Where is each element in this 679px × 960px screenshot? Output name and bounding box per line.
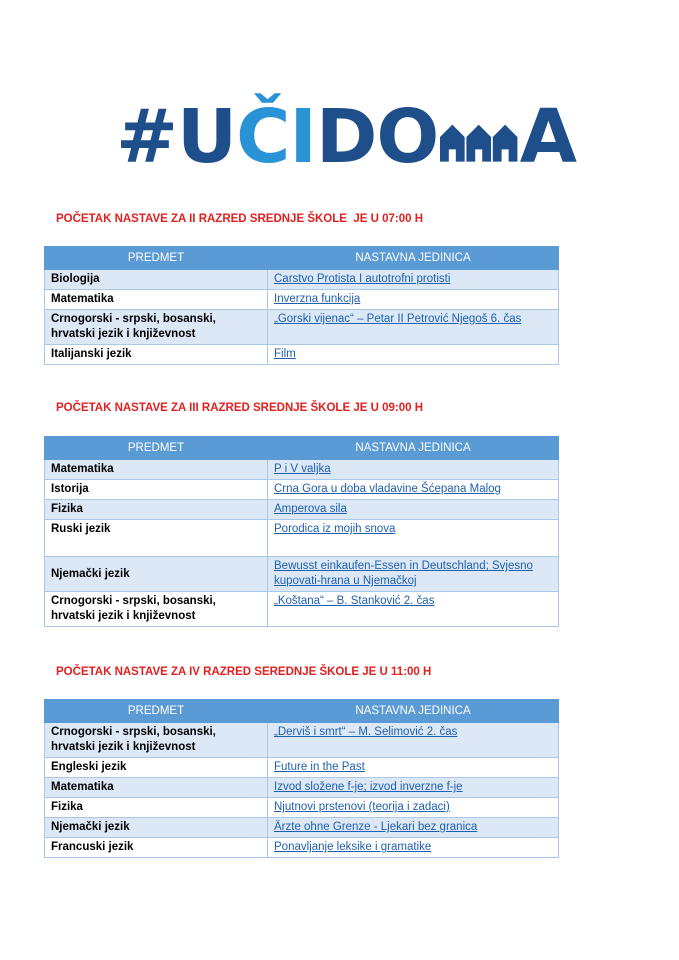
table-row <box>45 500 559 520</box>
table-row <box>45 838 559 858</box>
column-header-subject: PREDMET <box>45 247 268 270</box>
subject-cell: Matematika <box>45 778 268 798</box>
column-header-subject: PREDMET <box>45 700 268 723</box>
topic-link[interactable]: Inverzna funkcija <box>274 293 361 305</box>
subject-cell: Matematika <box>45 460 268 480</box>
table-row <box>45 310 559 345</box>
table-row <box>45 818 559 838</box>
topic-link[interactable]: „Gorski vijenac“ – Petar II Petrović Njegoš 6. čas <box>274 313 522 325</box>
table-row <box>45 290 559 310</box>
table-row <box>45 778 559 798</box>
column-header-subject: PREDMET <box>45 437 268 460</box>
column-header-topic: NASTAVNA JEDINICA <box>268 700 559 723</box>
topic-link[interactable]: Bewusst einkaufen-Essen in Deutschland; Svjesno kupovati-hrana u Njemačkoj <box>274 560 533 587</box>
topic-link[interactable]: „Koštana“ – B. Stanković 2. čas <box>274 595 435 607</box>
topic-link[interactable]: Izvod složene f-je; izvod inverzne f-je <box>274 781 463 793</box>
section-heading-iv: POČETAK NASTAVE ZA IV RAZRED SEREDNJE ŠKOLE JE U 11:00 H <box>56 666 432 678</box>
table-row <box>45 723 559 758</box>
subject-cell: Fizika <box>45 500 268 520</box>
subject-cell: Njemački jezik <box>45 557 268 592</box>
table-row <box>45 592 559 627</box>
table-row <box>45 557 559 592</box>
subject-cell: Fizika <box>45 798 268 818</box>
column-header-topic: NASTAVNA JEDINICA <box>268 247 559 270</box>
logo-u: U <box>177 94 237 180</box>
schedule-table-iii <box>44 436 559 627</box>
topic-link[interactable]: Ponavljanje leksike i gramatike <box>274 841 432 853</box>
house-row-icon <box>440 109 517 165</box>
schedule-table-iv <box>44 699 559 858</box>
section-heading-ii: POČETAK NASTAVE ZA II RAZRED SREDNJE ŠKOLE JE U 07:00 H <box>56 213 423 225</box>
ucidoma-logo <box>116 94 576 180</box>
subject-cell: Ruski jezik <box>45 520 268 557</box>
topic-link[interactable]: P i V valjka <box>274 463 331 475</box>
subject-cell: Njemački jezik <box>45 818 268 838</box>
table-header-row <box>45 247 559 270</box>
topic-link[interactable]: Film <box>274 348 296 360</box>
subject-cell: Crnogorski - srpski, bosanski, hrvatski jezik i književnost <box>45 592 268 627</box>
subject-cell: Istorija <box>45 480 268 500</box>
column-header-topic: NASTAVNA JEDINICA <box>268 437 559 460</box>
table-header-row <box>45 437 559 460</box>
logo-ci: ČI <box>236 94 316 180</box>
schedule-table-ii <box>44 246 559 365</box>
subject-cell: Matematika <box>45 290 268 310</box>
topic-link[interactable]: Ärzte ohne Grenze - Ljekari bez granica <box>274 821 478 833</box>
subject-cell: Engleski jezik <box>45 758 268 778</box>
subject-cell: Italijanski jezik <box>45 345 268 365</box>
subject-cell: Francuski jezik <box>45 838 268 858</box>
topic-link[interactable]: Amperova sila <box>274 503 347 515</box>
topic-link[interactable]: Future in the Past <box>274 761 365 773</box>
subject-cell: Crnogorski - srpski, bosanski, hrvatski jezik i književnost <box>45 723 268 758</box>
subject-cell: Crnogorski - srpski, bosanski, hrvatski jezik i književnost <box>45 310 268 345</box>
logo-do: DO <box>315 94 439 180</box>
topic-link[interactable]: Porodica iz mojih snova <box>274 523 396 535</box>
logo-a: A <box>519 94 576 180</box>
logo-hash: # <box>116 94 178 180</box>
section-heading-iii: POČETAK NASTAVE ZA III RAZRED SREDNJE ŠKOLE JE U 09:00 H <box>56 402 423 414</box>
subject-cell: Biologija <box>45 270 268 290</box>
table-row <box>45 480 559 500</box>
table-row <box>45 798 559 818</box>
table-row <box>45 270 559 290</box>
topic-link[interactable]: Carstvo Protista I autotrofni protisti <box>274 273 451 285</box>
table-row <box>45 758 559 778</box>
table-row <box>45 520 559 557</box>
table-row <box>45 345 559 365</box>
topic-link[interactable]: Njutnovi prstenovi (teorija i zadaci) <box>274 801 450 813</box>
topic-link[interactable]: Crna Gora u doba vladavine Šćepana Malog <box>274 483 501 495</box>
topic-link[interactable]: „Derviš i smrt“ – M. Selimović 2. čas <box>274 726 458 738</box>
table-row <box>45 460 559 480</box>
table-header-row <box>45 700 559 723</box>
